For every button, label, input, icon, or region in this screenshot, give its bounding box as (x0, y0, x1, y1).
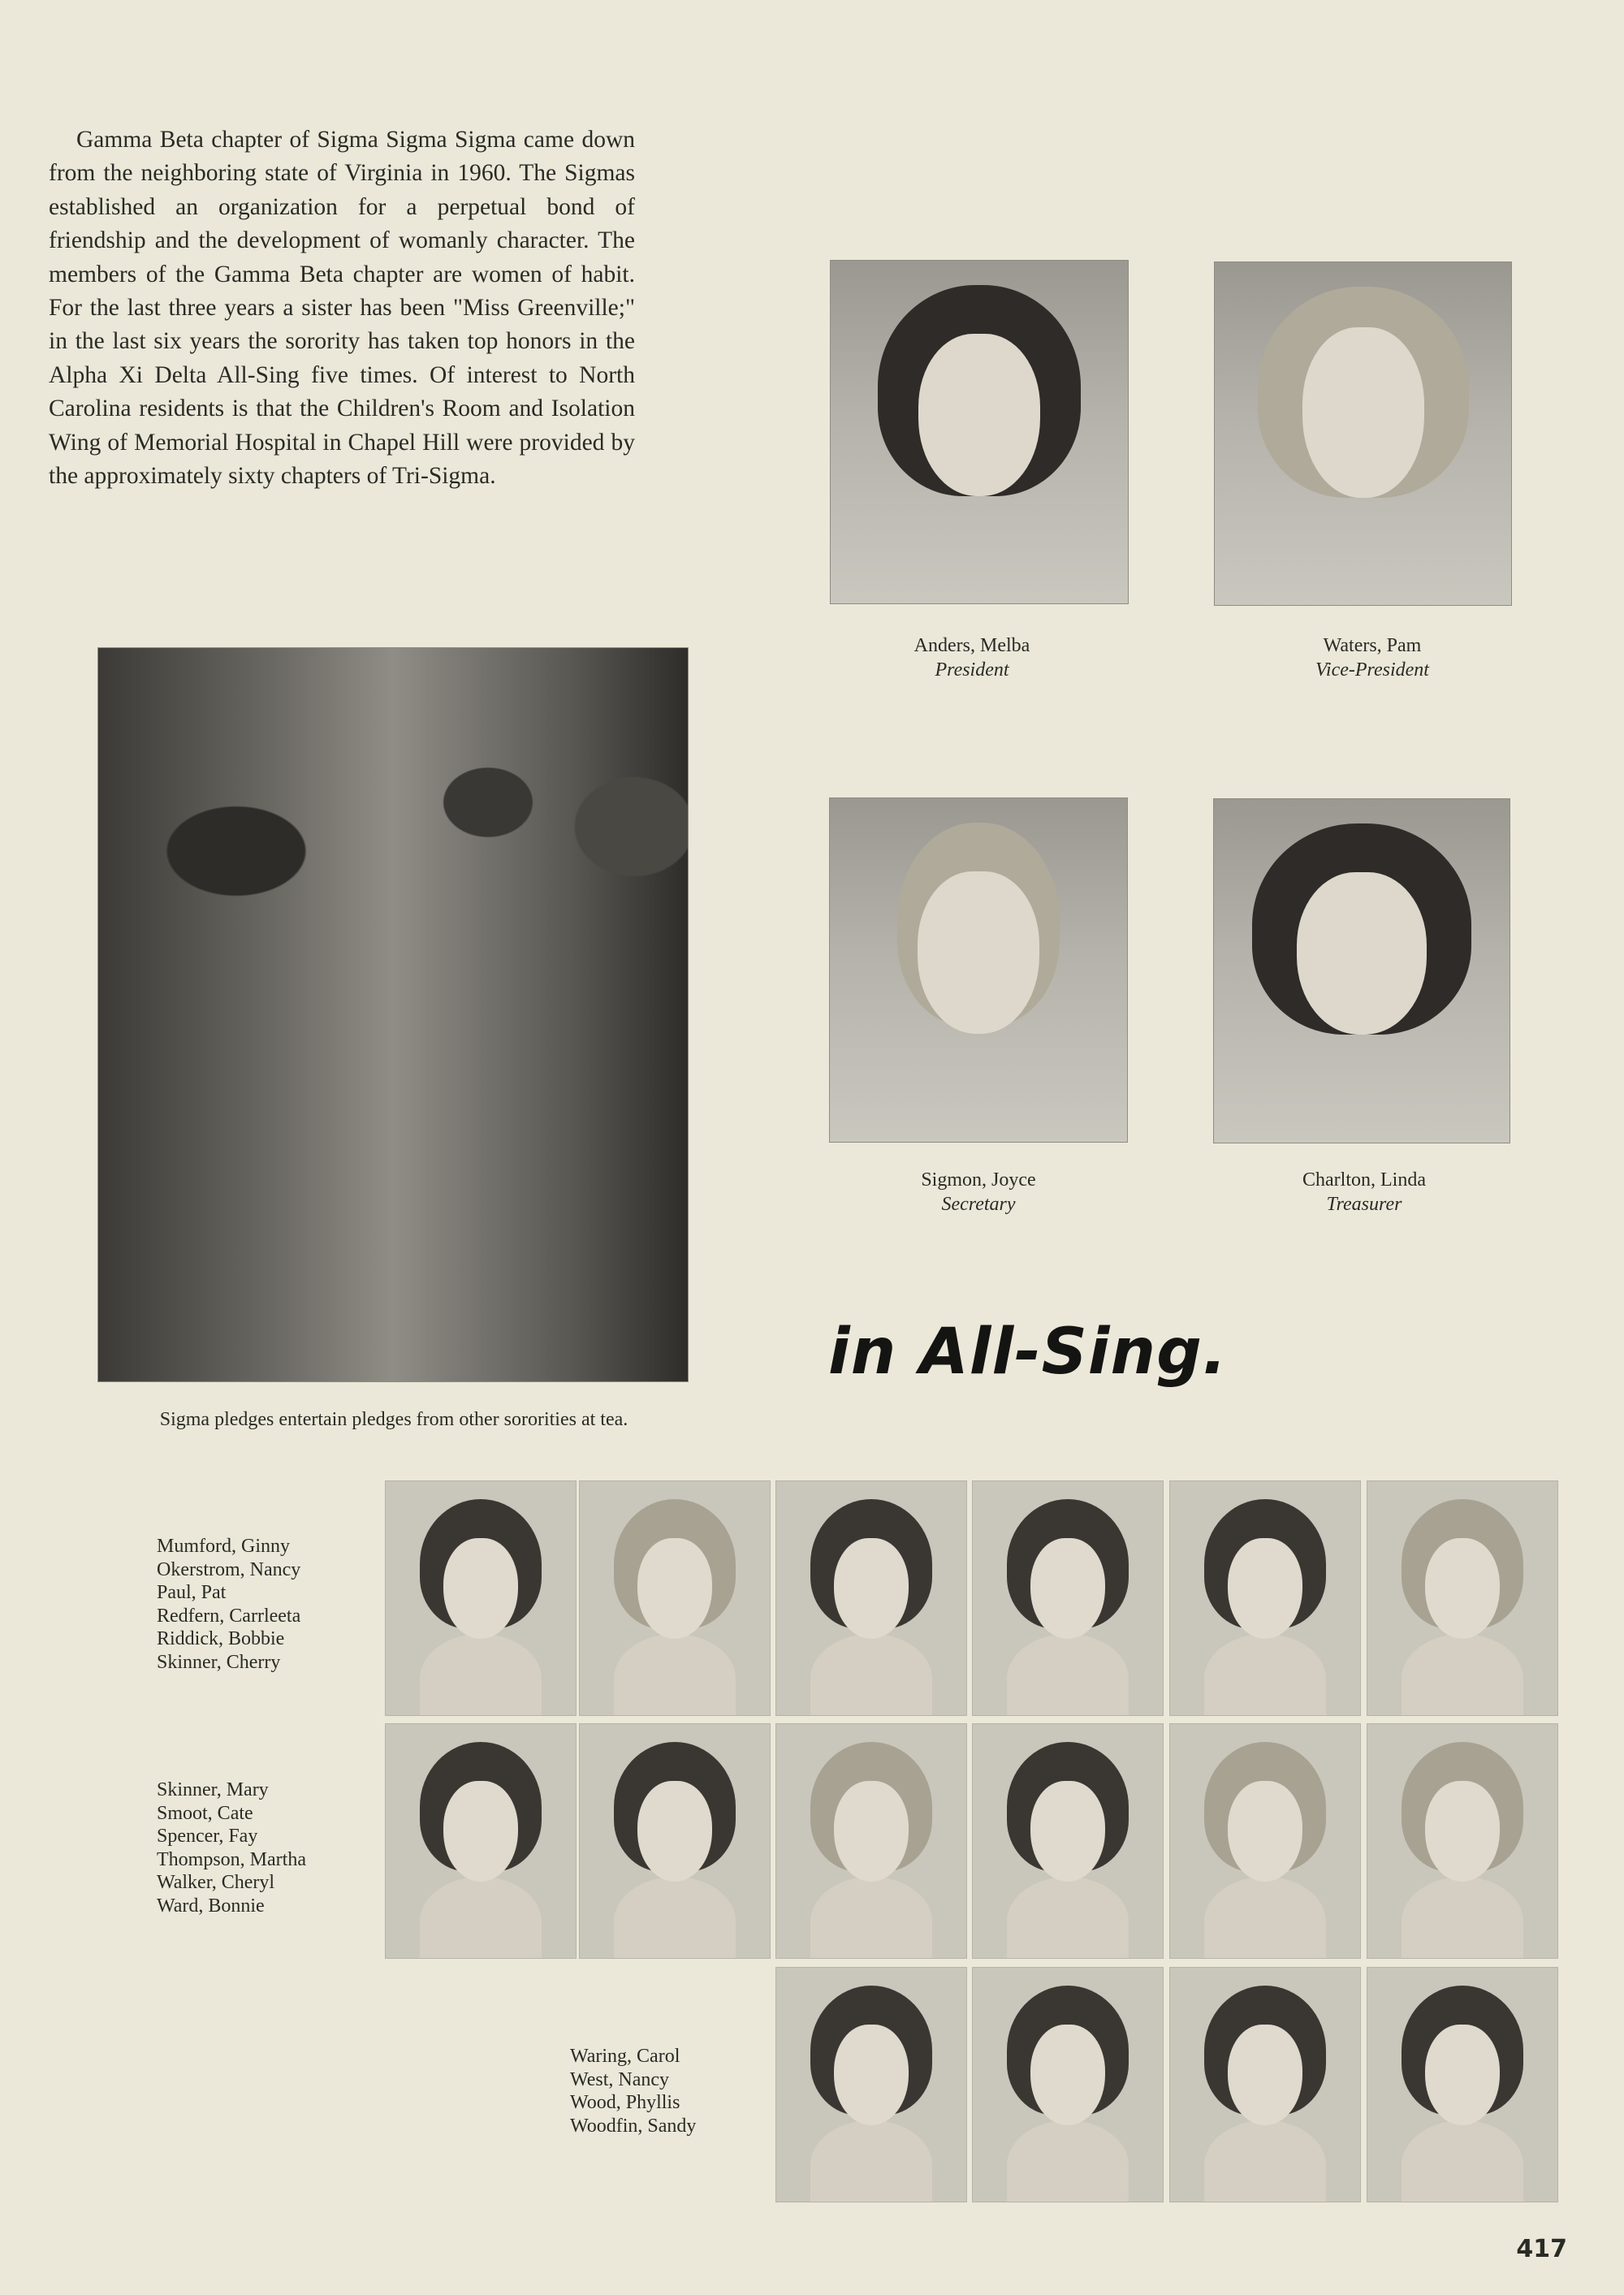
tea-photo-caption: Sigma pledges entertain pledges from other sororities at tea. (159, 1409, 628, 1430)
all-sing-banner: in All-Sing. (828, 1316, 1228, 1389)
member-name: Mumford, Ginny (157, 1536, 290, 1557)
member-portrait (972, 1723, 1164, 1959)
member-portrait (1169, 1480, 1361, 1716)
member-portrait (1367, 1723, 1558, 1959)
member-portrait (1367, 1967, 1558, 2202)
member-name: Skinner, Mary (157, 1779, 269, 1800)
member-name: Thompson, Martha (157, 1848, 306, 1870)
tea-group-photo (97, 647, 689, 1382)
member-portrait (972, 1480, 1164, 1716)
member-name: Woodfin, Sandy (570, 2115, 697, 2137)
officer-caption-waters (1226, 633, 1518, 682)
member-portrait (1169, 1723, 1361, 1959)
member-portrait (385, 1480, 577, 1716)
member-portrait (385, 1723, 577, 1959)
member-names-row-2 (157, 1779, 306, 1917)
officer-caption-anders (830, 633, 1114, 682)
member-name: Skinner, Cherry (157, 1651, 281, 1673)
member-names-row-1 (157, 1535, 300, 1674)
member-portrait (579, 1480, 771, 1716)
member-name: Walker, Cheryl (157, 1872, 275, 1893)
member-name: Okerstrom, Nancy (157, 1558, 301, 1580)
member-name: Redfern, Carrleeta (157, 1605, 301, 1627)
member-name: Smoot, Cate (157, 1802, 253, 1824)
officer-name: Waters, Pam (1323, 635, 1422, 656)
member-portrait (775, 1723, 967, 1959)
member-name: Riddick, Bobbie (157, 1628, 285, 1649)
page-number: 417 (1516, 2235, 1567, 2263)
officer-role: Vice-President (1315, 659, 1429, 681)
member-name: Wood, Phyllis (570, 2092, 680, 2113)
officer-portrait-waters (1214, 261, 1512, 606)
member-portrait (1367, 1480, 1558, 1716)
officer-name: Charlton, Linda (1302, 1169, 1426, 1191)
officer-role: Secretary (941, 1194, 1016, 1215)
officer-role: Treasurer (1326, 1194, 1402, 1215)
member-name: Ward, Bonnie (157, 1895, 265, 1917)
officer-portrait-charlton (1213, 798, 1510, 1143)
officer-caption-charlton (1222, 1168, 1506, 1217)
member-portrait (972, 1967, 1164, 2202)
officer-name: Sigmon, Joyce (921, 1169, 1036, 1191)
member-name: Waring, Carol (570, 2046, 680, 2067)
member-name: Paul, Pat (157, 1582, 227, 1603)
member-portrait (579, 1723, 771, 1959)
officer-portrait-sigmon (829, 797, 1128, 1143)
intro-paragraph: Gamma Beta chapter of Sigma Sigma Sigma came down from the neighboring state of Virginia in 1960. The Sigmas established an organization for a perpetual bond of friendship and the development of womanly character. The members of the Gamma Beta chapter are women of habit. For the last three years a sister has been "Miss Greenville;" in the last six years the sorority has taken top honors in the Alpha Xi Delta All-Sing five times. Of interest to North Carolina residents is that the Children's Room and Isolation Wing of Memorial Hospital in Chapel Hill were provided by the approximately sixty chapters of Tri-Sigma. (49, 127, 635, 490)
officer-role: President (935, 659, 1009, 681)
member-portrait (1169, 1967, 1361, 2202)
member-name: Spencer, Fay (157, 1826, 258, 1847)
member-portrait (775, 1967, 967, 2202)
member-names-row-3 (570, 2045, 696, 2137)
officer-name: Anders, Melba (914, 635, 1030, 656)
member-portrait (775, 1480, 967, 1716)
officer-portrait-anders (830, 260, 1129, 604)
member-name: West, Nancy (570, 2068, 670, 2090)
officer-caption-sigmon (836, 1168, 1121, 1217)
